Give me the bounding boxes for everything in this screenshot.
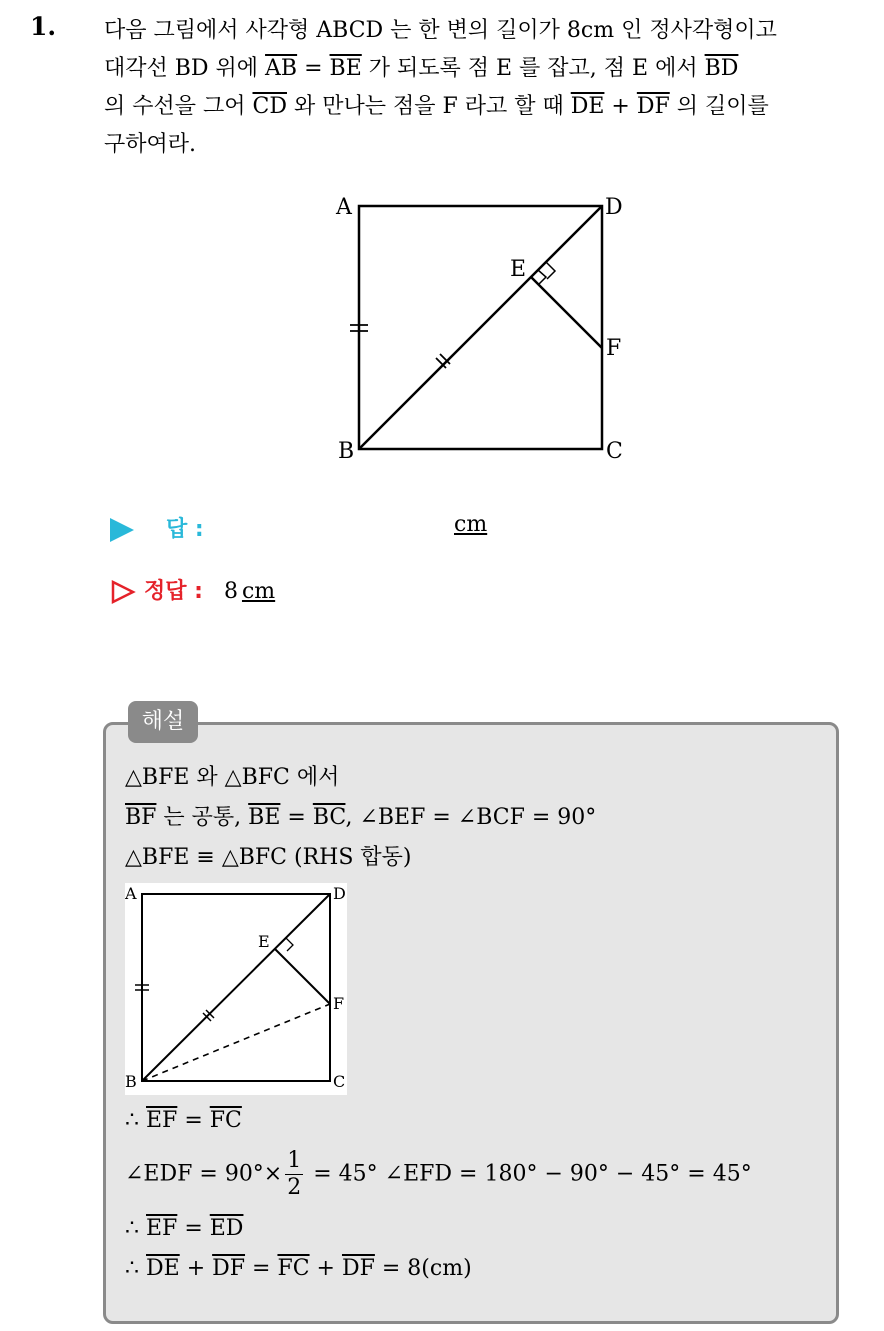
answer-unit: cm: [454, 512, 488, 537]
solution-line-1: △BFE 와 △BFC 에서: [125, 765, 340, 790]
solution-line-5: ∠EDF = 90°× $\frac{1}{2}$ = 45° ∠EFD = 180° − 90° − 45° = 45°: [125, 1148, 752, 1200]
label-b: B: [338, 439, 355, 464]
solution-tag: 해설: [128, 701, 198, 743]
diagonal-bd: [359, 206, 602, 449]
play-filled-icon: [110, 518, 134, 542]
label-f-small: F: [333, 994, 345, 1013]
label-a-small: A: [125, 884, 137, 903]
label-b-small: B: [125, 1072, 137, 1091]
question-number: 1.: [30, 12, 57, 41]
answer-row: [110, 512, 488, 552]
correct-answer-row: [110, 574, 275, 614]
solution-figure: [125, 883, 347, 1095]
label-e: E: [510, 257, 527, 282]
label-e-small: E: [258, 932, 270, 951]
question-line-1: 다음 그림에서 사각형 ABCD 는 한 변의 길이가 8cm 인 정사각형이고: [104, 18, 777, 43]
question-text: [104, 12, 864, 164]
label-a: A: [336, 195, 352, 220]
solution-line-6: ∴ $\overline{EF} = \overline{ED}$: [125, 1216, 244, 1241]
solution-line-2: $\overline{BF}$ 는 공통, $\overline{BE} = \overline{BC}$, ∠BEF = ∠BCF = 90°: [125, 805, 597, 830]
correct-label: 정답 :: [144, 579, 203, 604]
correct-unit: cm: [241, 579, 276, 604]
label-f: F: [606, 336, 622, 361]
question-line-2: 대각선 BD 위에 $\overline{AB} = \overline{BE}$ 가 되도록 점 E 를 잡고, 점 E 에서 $\overline{BD}$: [104, 56, 739, 81]
question-line-4: 구하여라.: [104, 132, 197, 157]
right-angle-mark: [538, 270, 546, 285]
label-c-small: C: [333, 1072, 346, 1091]
label-d: D: [605, 195, 623, 220]
segment-ef: [531, 277, 602, 348]
question-line-3: 의 수선을 그어 $\overline{CD}$ 와 만나는 점을 F 라고 할 때 $\overline{DE} + \overline{DF}$ 의 길이를: [104, 94, 769, 119]
play-outline-icon: [110, 579, 136, 605]
solution-line-3: △BFE ≡ △BFC (RHS 합동): [125, 845, 412, 870]
label-c: C: [606, 439, 623, 464]
solution-line-7: ∴ $\overline{DE} + \overline{DF} = \overline{FC} + \overline{DF} = 8(cm)$: [125, 1256, 472, 1281]
square-figure: [330, 188, 640, 478]
correct-value: 8: [223, 579, 238, 604]
answer-label: 답 :: [166, 517, 204, 542]
fraction-half: $\frac{1}{2}$: [287, 1148, 302, 1200]
label-d-small: D: [333, 884, 346, 903]
solution-line-4: ∴ $\overline{EF} = \overline{FC}$: [125, 1108, 242, 1133]
